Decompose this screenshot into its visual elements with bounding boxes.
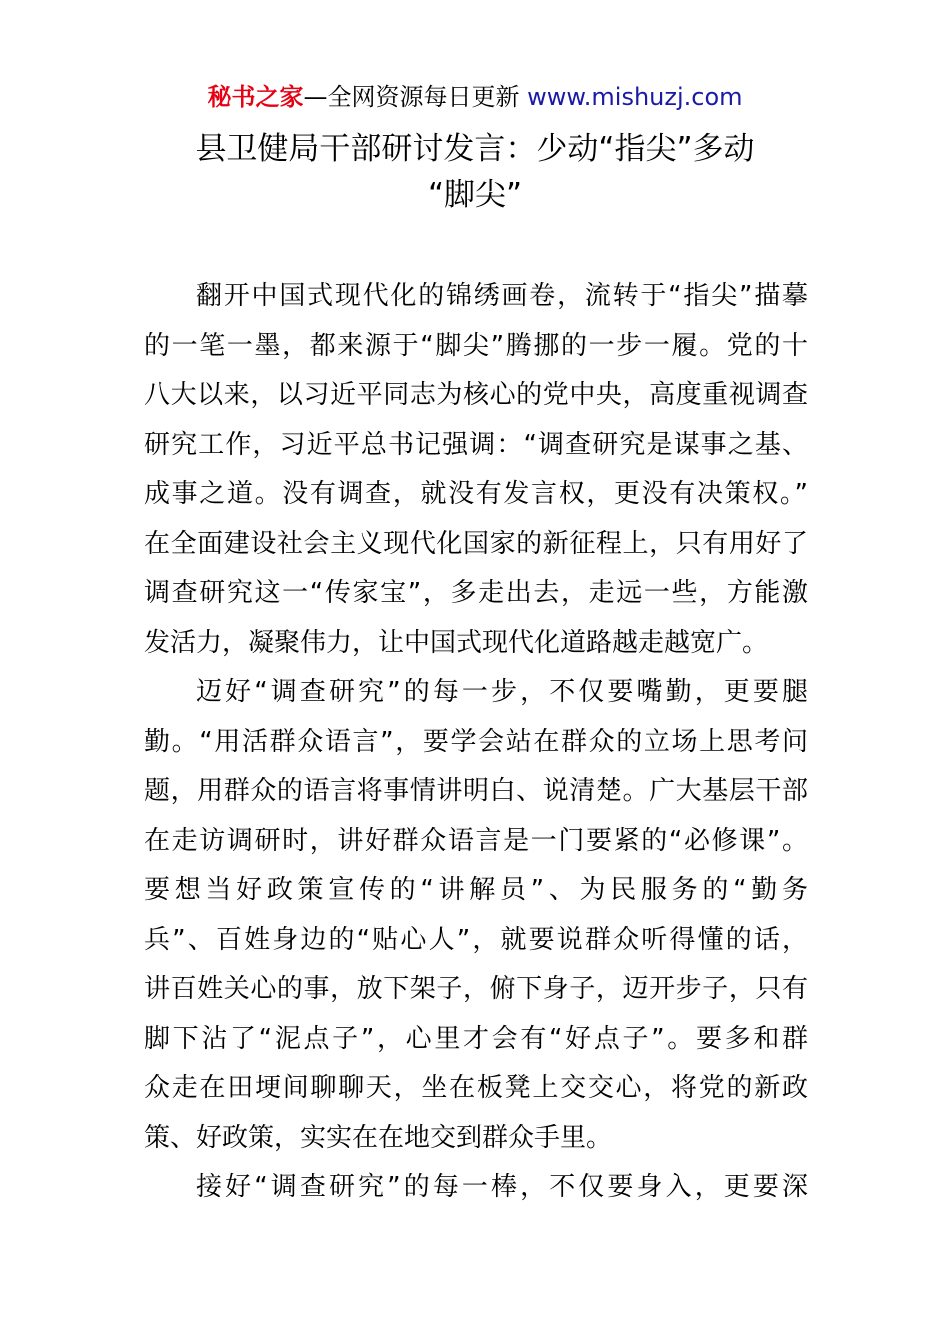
text-line: 的一笔一墨，都来源于“脚尖”腾挪的一步一履。党的十 bbox=[144, 330, 808, 361]
site-url-link[interactable]: www.mishuzj.com bbox=[527, 83, 743, 111]
paragraph bbox=[144, 668, 808, 1163]
text-line: 兵”、百姓身边的“贴心人”，就要说群众听得懂的话， bbox=[144, 924, 808, 955]
text-line: 要想当好政策宣传的“讲解员”、为民服务的“勤务 bbox=[144, 875, 808, 905]
brand-name: 秘书之家 bbox=[207, 83, 304, 111]
text-line: 翻开中国式现代化的锦绣画卷，流转于“指尖”描摹 bbox=[196, 281, 808, 311]
document-title bbox=[120, 126, 830, 218]
text-line: 策、好政策，实实在在地交到群众手里。 bbox=[144, 1122, 613, 1153]
document-body bbox=[144, 272, 808, 1213]
paragraph bbox=[144, 1163, 808, 1213]
title-line-1: 县卫健局干部研讨发言：少动“指尖”多动 bbox=[195, 131, 755, 167]
text-line: 接好“调查研究”的每一棒，不仅要身入，更要深 bbox=[196, 1172, 808, 1202]
site-header bbox=[0, 80, 950, 114]
text-line: 讲百姓关心的事，放下架子，俯下身子，迈开步子，只有 bbox=[144, 974, 808, 1004]
text-line: 发活力，凝聚伟力，让中国式现代化道路越走越宽广。 bbox=[144, 627, 769, 658]
text-line: 脚下沾了“泥点子”，心里才会有“好点子”。要多和群 bbox=[144, 1023, 808, 1054]
text-line: 题，用群众的语言将事情讲明白、说清楚。广大基层干部 bbox=[144, 776, 808, 806]
text-line: 成事之道。没有调查，就没有发言权，更没有决策权。” bbox=[144, 479, 808, 509]
text-line: 众走在田埂间聊聊天，坐在板凳上交交心，将党的新政 bbox=[144, 1073, 808, 1103]
title-line-2: “脚尖” bbox=[427, 177, 523, 213]
text-line: 在走访调研时，讲好群众语言是一门要紧的“必修课”。 bbox=[144, 825, 808, 856]
header-tagline: —全网资源每日更新 bbox=[303, 83, 528, 111]
text-line: 在全面建设社会主义现代化国家的新征程上，只有用好了 bbox=[144, 528, 808, 559]
text-line: 调查研究这一“传家宝”，多走出去，走远一些，方能激 bbox=[144, 578, 808, 608]
text-line: 八大以来，以习近平同志为核心的党中央，高度重视调查 bbox=[144, 380, 808, 410]
paragraph bbox=[144, 272, 808, 668]
text-line: 迈好“调查研究”的每一步，不仅要嘴勤，更要腿 bbox=[196, 677, 808, 707]
text-line: 研究工作，习近平总书记强调：“调查研究是谋事之基、 bbox=[144, 429, 808, 460]
text-line: 勤。“用活群众语言”，要学会站在群众的立场上思考问 bbox=[144, 726, 808, 757]
